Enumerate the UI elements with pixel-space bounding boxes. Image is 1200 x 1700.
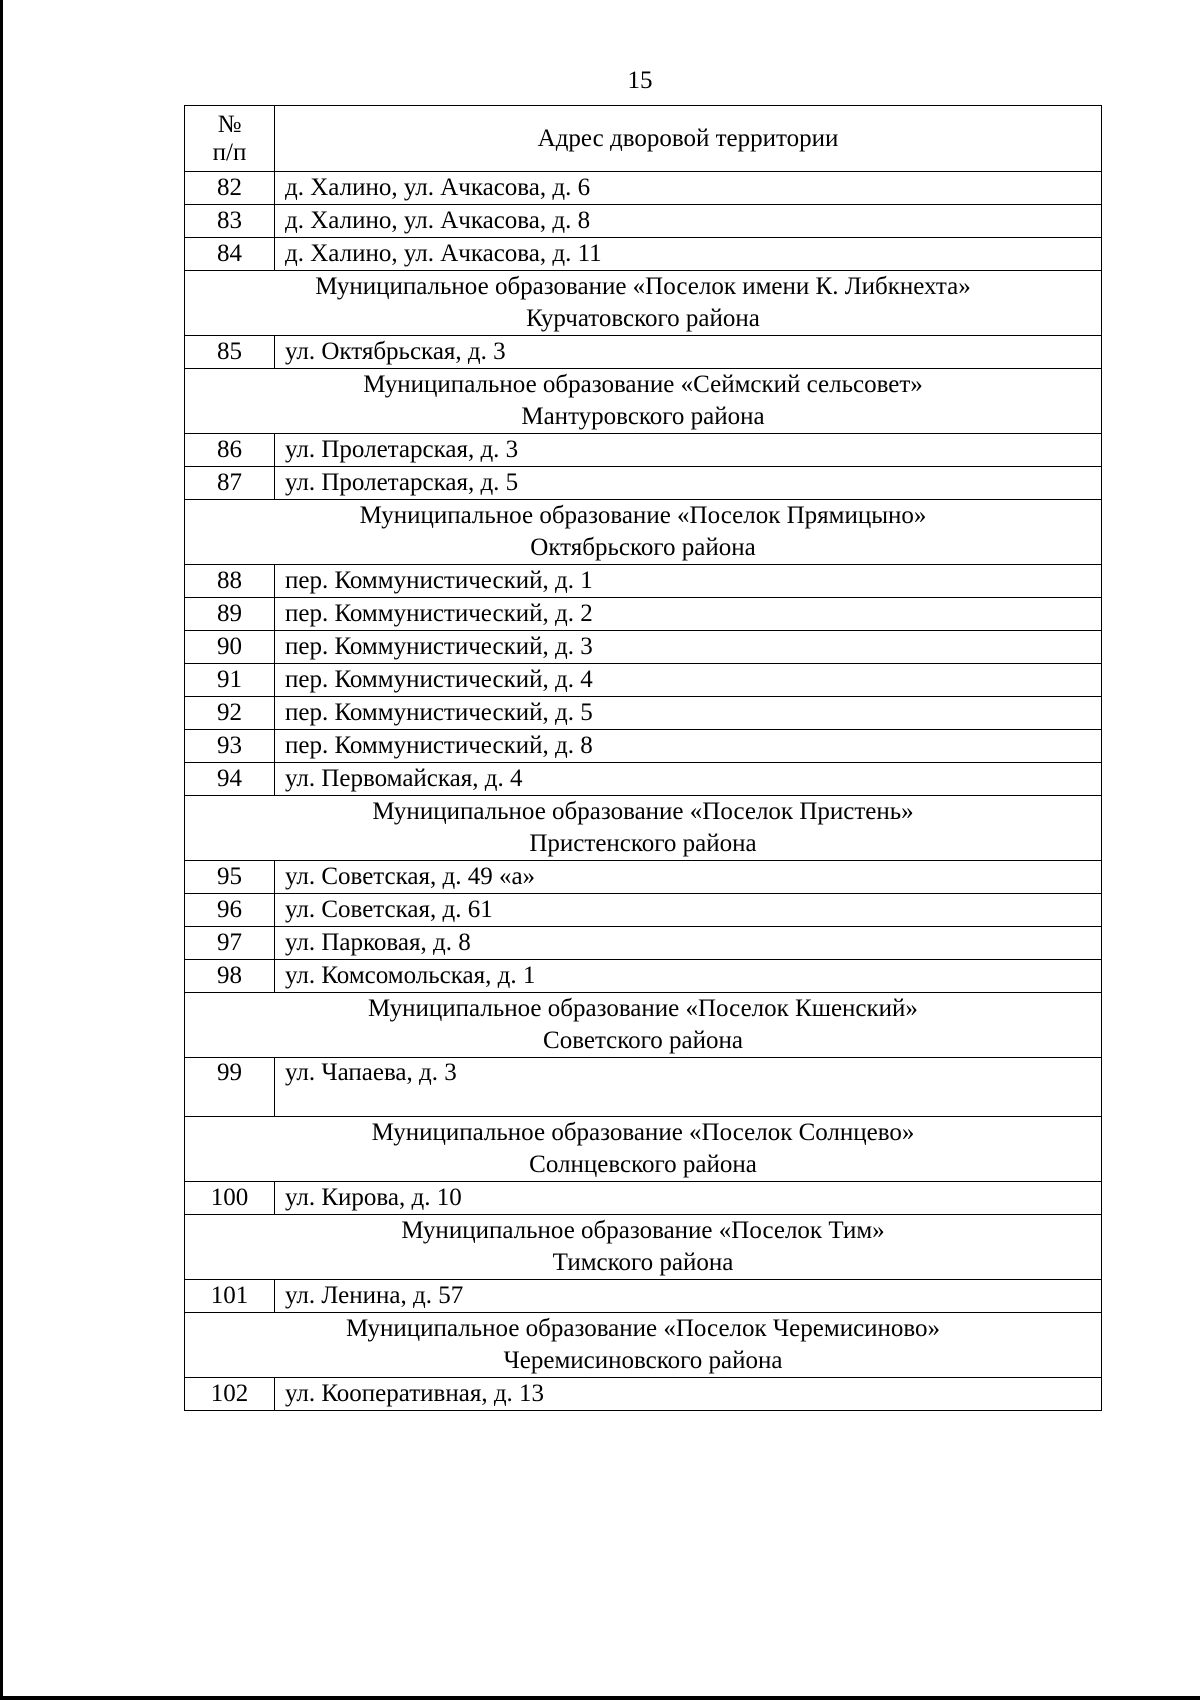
row-number: 89 [185, 598, 275, 631]
municipality-name: Муниципальное образование «Поселок Черемисиново» [345, 1315, 941, 1342]
table-row [185, 697, 1102, 730]
section-header-row [185, 369, 1102, 434]
row-number: 86 [185, 434, 275, 467]
row-address: пер. Коммунистический, д. 4 [275, 664, 1102, 697]
section-header [185, 1313, 1102, 1378]
row-address: ул. Парковая, д. 8 [275, 927, 1102, 960]
table-row [185, 172, 1102, 205]
row-address: ул. Пролетарская, д. 3 [275, 434, 1102, 467]
row-number: 95 [185, 861, 275, 894]
municipality-name: Муниципальное образование «Поселок Тим» [401, 1217, 885, 1244]
table-row [185, 763, 1102, 796]
table-row [185, 238, 1102, 271]
row-number: 102 [185, 1378, 275, 1411]
page-number: 15 [627, 67, 653, 94]
table-row [185, 205, 1102, 238]
table-row [185, 336, 1102, 369]
district-name: Пристенского района [529, 830, 757, 857]
section-header-row [185, 500, 1102, 565]
header-num-abbrev: п/п [212, 138, 247, 166]
district-name: Советского района [543, 1027, 743, 1054]
row-number: 97 [185, 927, 275, 960]
row-number: 101 [185, 1280, 275, 1313]
row-number: 91 [185, 664, 275, 697]
section-header-row [185, 796, 1102, 861]
row-address: ул. Советская, д. 49 «а» [275, 861, 1102, 894]
row-number: 98 [185, 960, 275, 993]
row-address: ул. Комсомольская, д. 1 [275, 960, 1102, 993]
row-number: 87 [185, 467, 275, 500]
row-address: ул. Первомайская, д. 4 [275, 763, 1102, 796]
address-table-body [185, 106, 1102, 1411]
table-row [185, 631, 1102, 664]
row-number: 83 [185, 205, 275, 238]
row-number: 96 [185, 894, 275, 927]
row-address: ул. Чапаева, д. 3 [275, 1058, 1102, 1117]
row-number: 99 [185, 1058, 275, 1117]
row-address: пер. Коммунистический, д. 5 [275, 697, 1102, 730]
district-name: Тимского района [552, 1249, 734, 1276]
row-address: ул. Советская, д. 61 [275, 894, 1102, 927]
table-row [185, 960, 1102, 993]
row-address: д. Халино, ул. Ачкасова, д. 11 [275, 238, 1102, 271]
row-number: 94 [185, 763, 275, 796]
row-number: 92 [185, 697, 275, 730]
table-row [185, 1058, 1102, 1117]
section-header [185, 271, 1102, 336]
municipality-name: Муниципальное образование «Поселок Кшенский» [368, 995, 918, 1022]
district-name: Черемисиновского района [503, 1347, 783, 1374]
table-row [185, 730, 1102, 763]
row-number: 90 [185, 631, 275, 664]
row-address: ул. Кооперативная, д. 13 [275, 1378, 1102, 1411]
table-header-row [185, 106, 1102, 172]
district-name: Мантуровского района [521, 403, 765, 430]
section-header [185, 1215, 1102, 1280]
row-number: 88 [185, 565, 275, 598]
section-header-row [185, 271, 1102, 336]
section-header-row [185, 993, 1102, 1058]
section-header [185, 500, 1102, 565]
row-address: пер. Коммунистический, д. 3 [275, 631, 1102, 664]
municipality-name: Муниципальное образование «Поселок Солнцево» [371, 1119, 915, 1146]
district-name: Октябрьского района [530, 534, 756, 561]
district-name: Солнцевского района [529, 1151, 757, 1178]
row-address: пер. Коммунистический, д. 8 [275, 730, 1102, 763]
row-address: ул. Ленина, д. 57 [275, 1280, 1102, 1313]
district-name: Курчатовского района [526, 305, 760, 332]
row-address: д. Халино, ул. Ачкасова, д. 8 [275, 205, 1102, 238]
municipality-name: Муниципальное образование «Поселок Пристень» [372, 798, 914, 825]
row-address: д. Халино, ул. Ачкасова, д. 6 [275, 172, 1102, 205]
municipality-name: Муниципальное образование «Сеймский сельсовет» [363, 371, 923, 398]
row-address: пер. Коммунистический, д. 1 [275, 565, 1102, 598]
row-number: 82 [185, 172, 275, 205]
section-header-row [185, 1215, 1102, 1280]
row-number: 93 [185, 730, 275, 763]
table-row [185, 927, 1102, 960]
header-num [185, 106, 275, 172]
table-row [185, 1280, 1102, 1313]
table-row [185, 565, 1102, 598]
table-row [185, 1378, 1102, 1411]
table-row [185, 434, 1102, 467]
section-header-row [185, 1117, 1102, 1182]
table-row [185, 467, 1102, 500]
header-num-symbol: № [217, 110, 242, 138]
table-row [185, 894, 1102, 927]
address-table [184, 105, 1102, 1411]
section-header [185, 1117, 1102, 1182]
table-row [185, 861, 1102, 894]
table-row [185, 1182, 1102, 1215]
row-address: ул. Кирова, д. 10 [275, 1182, 1102, 1215]
municipality-name: Муниципальное образование «Поселок имени К. Либкнехта» [315, 273, 971, 300]
row-address: пер. Коммунистический, д. 2 [275, 598, 1102, 631]
row-address: ул. Пролетарская, д. 5 [275, 467, 1102, 500]
table-row [185, 598, 1102, 631]
row-number: 85 [185, 336, 275, 369]
scan-edge-left [0, 0, 3, 1700]
row-number: 100 [185, 1182, 275, 1215]
header-address: Адрес дворовой территории [275, 106, 1102, 172]
municipality-name: Муниципальное образование «Поселок Прямицыно» [359, 502, 927, 529]
section-header [185, 796, 1102, 861]
scan-edge-bottom [0, 1696, 1200, 1700]
table-row [185, 664, 1102, 697]
row-address: ул. Октябрьская, д. 3 [275, 336, 1102, 369]
row-number: 84 [185, 238, 275, 271]
section-header-row [185, 1313, 1102, 1378]
section-header [185, 993, 1102, 1058]
section-header [185, 369, 1102, 434]
